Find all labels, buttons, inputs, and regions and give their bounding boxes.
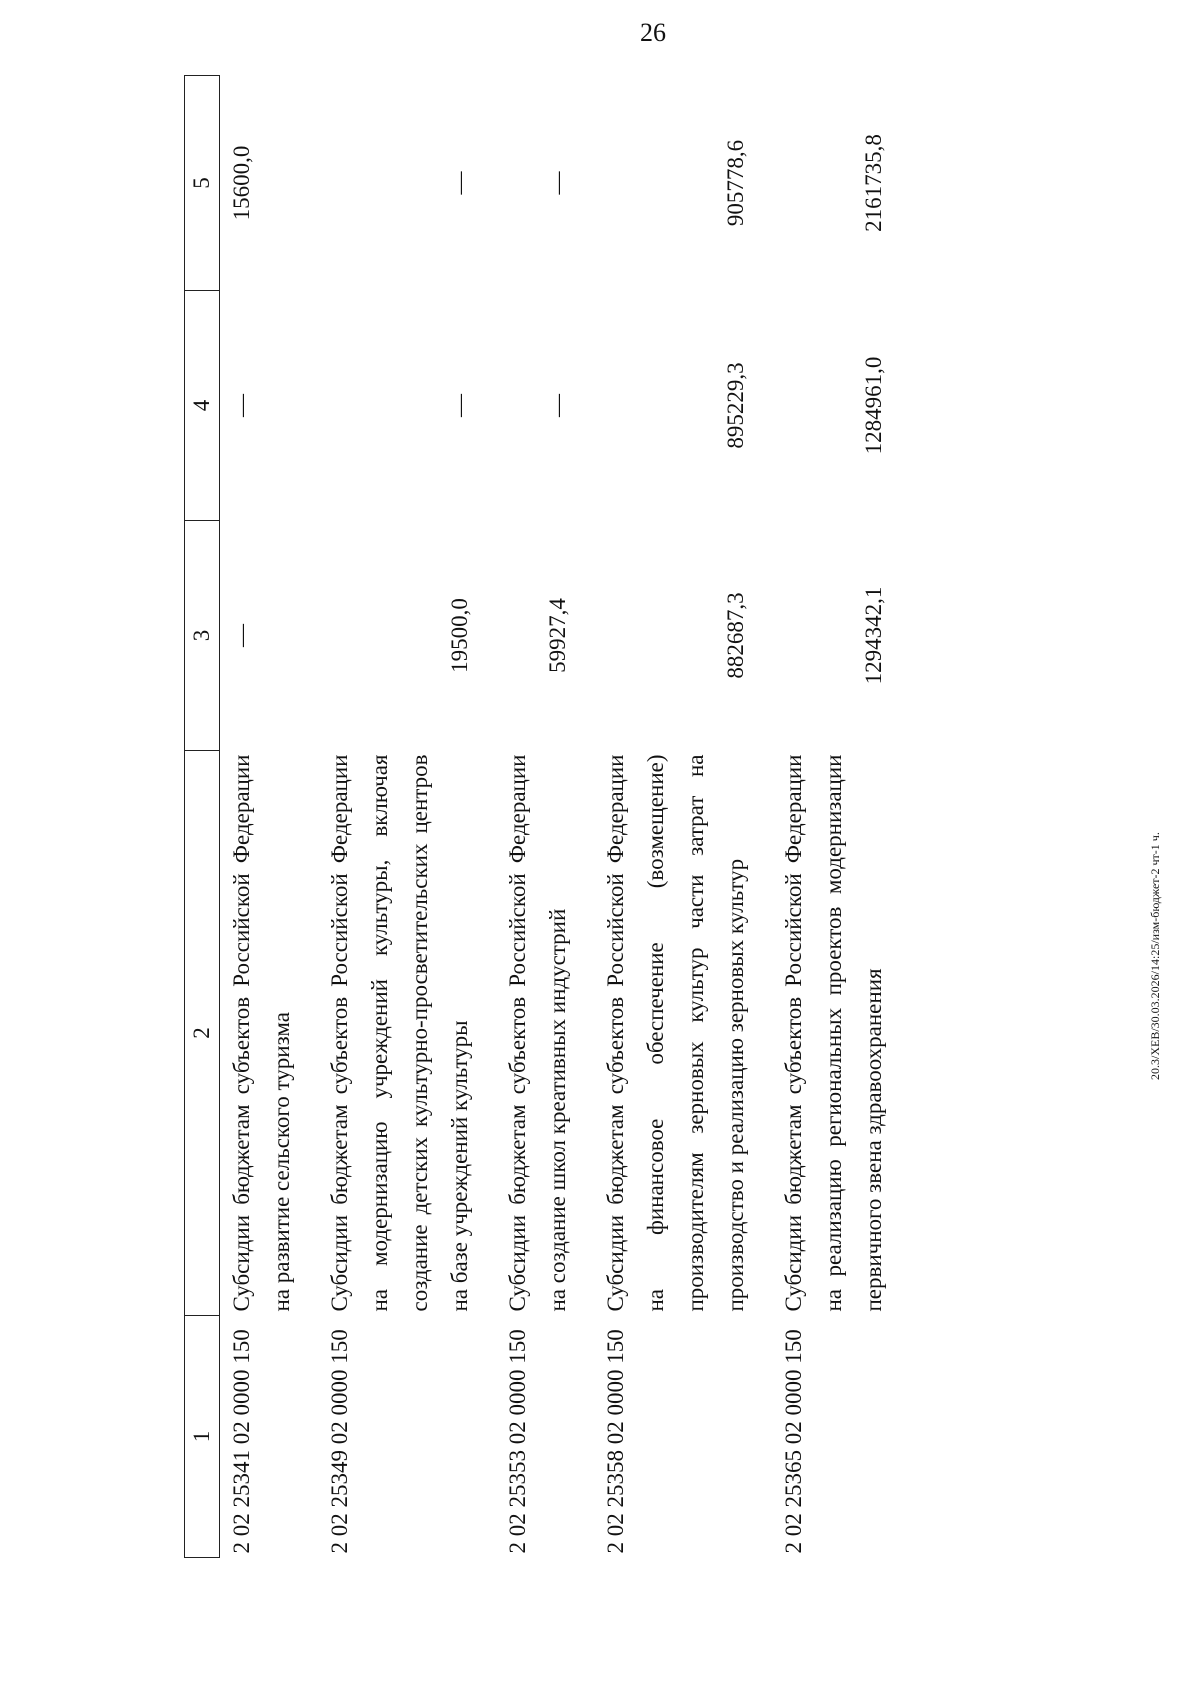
row-value-col5: 15600,0 bbox=[229, 145, 254, 221]
footer-code: 20.3/XEB/30.03.2026/14:25/изм-бюджет-2 чт-1 ч. bbox=[1148, 832, 1162, 1080]
row-name: Субсидии бюджетам субъектов Российской Федерации на создание школ креативных индустрий bbox=[505, 754, 570, 1312]
table-header-row bbox=[185, 76, 220, 1558]
row-value-col3: 59927,4 bbox=[545, 598, 570, 673]
header-col-3: 3 bbox=[185, 521, 220, 751]
header-col-5: 5 bbox=[185, 76, 220, 291]
row-value-col5: 2161735,8 bbox=[861, 134, 886, 232]
row-value-col5: — bbox=[447, 171, 472, 195]
row-value-col3: 882687,3 bbox=[723, 592, 748, 679]
row-value-col4: — bbox=[229, 394, 254, 417]
row-name: Субсидии бюджетам субъектов Российской Федерации на развитие сельского туризма bbox=[229, 754, 294, 1312]
header-col-2: 2 bbox=[185, 751, 220, 1316]
row-code: 2 02 25341 02 0000 150 bbox=[229, 1329, 254, 1554]
row-name: Субсидии бюджетам субъектов Российской Федерации на реализацию региональных проектов модернизации первичного звена здравоохранения bbox=[781, 754, 886, 1312]
row-value-col3: 1294342,1 bbox=[861, 586, 886, 685]
row-code: 2 02 25365 02 0000 150 bbox=[781, 1329, 806, 1554]
row-value-col4: — bbox=[545, 394, 570, 417]
row-value-col3: — bbox=[229, 624, 254, 647]
row-value-col4: — bbox=[447, 394, 472, 417]
budget-table bbox=[184, 75, 912, 1558]
row-code: 2 02 25349 02 0000 150 bbox=[327, 1329, 352, 1554]
row-name: Субсидии бюджетам субъектов Российской Федерации на модернизацию учреждений культуры, включая создание детских культурно-просветительских центров на базе учреждений культуры bbox=[327, 754, 472, 1312]
row-name: Субсидии бюджетам субъектов Российской Федерации на финансовое обеспечение (возмещение) производителям зерновых культур части затрат на производство и реализацию зерновых культур bbox=[603, 754, 748, 1312]
row-value-col5: 905778,6 bbox=[723, 139, 748, 227]
row-value-col4: 1284961,0 bbox=[861, 356, 886, 455]
row-code: 2 02 25353 02 0000 150 bbox=[505, 1329, 530, 1554]
table-row bbox=[220, 76, 321, 1558]
table-row bbox=[774, 76, 912, 1558]
row-value-col3: 19500,0 bbox=[447, 598, 472, 673]
rotated-table-container bbox=[184, 76, 912, 1558]
row-code: 2 02 25358 02 0000 150 bbox=[603, 1329, 628, 1554]
row-value-col5: — bbox=[545, 171, 570, 195]
page-number: 26 bbox=[640, 18, 666, 47]
table-row bbox=[498, 76, 596, 1558]
row-value-col4: 895229,3 bbox=[723, 362, 748, 449]
header-col-1: 1 bbox=[185, 1316, 220, 1558]
table-row bbox=[596, 76, 774, 1558]
table-row bbox=[320, 76, 498, 1558]
header-col-4: 4 bbox=[185, 291, 220, 521]
